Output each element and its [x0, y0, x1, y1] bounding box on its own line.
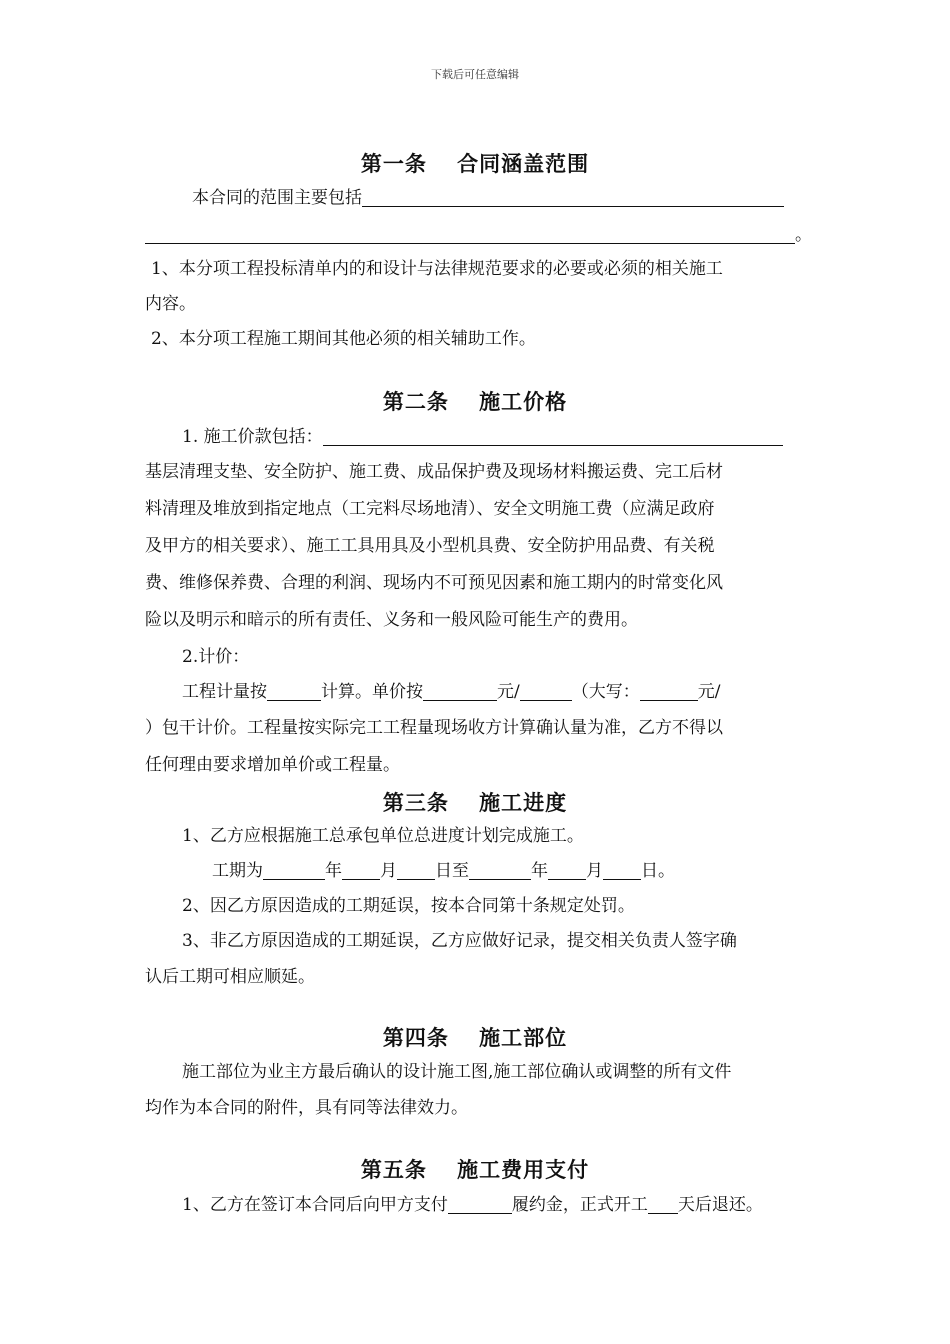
year-label-1: 年 — [325, 861, 342, 881]
price-label-line — [182, 425, 783, 449]
end-day-blank[interactable] — [603, 861, 641, 880]
scope-intro: 本合同的范围主要包括 — [192, 188, 362, 208]
calc-text-c: 元/ — [497, 682, 520, 702]
calc-line-1 — [182, 680, 720, 704]
price-label: 1. 施工价款包括： — [182, 427, 323, 447]
article1-title: 第一条 合同涵盖范围 — [360, 151, 590, 176]
article3-item3-line1: 3、非乙方原因造成的工期延误，乙方应做好记录，提交相关负责人签字确 — [182, 931, 737, 951]
start-year-blank[interactable] — [263, 861, 325, 880]
article3-title: 第三条 施工进度 — [382, 790, 568, 815]
pay-text-c: 天后退还。 — [677, 1195, 763, 1215]
article4-title: 第四条 施工部位 — [382, 1025, 568, 1050]
month-label-1: 月 — [380, 861, 397, 881]
price-detail-line-1: 基层清理支垫、安全防护、施工费、成品保护费及现场材料搬运费、完工后材 — [145, 462, 723, 482]
period-prefix: 工期为 — [212, 861, 263, 881]
calc-line-2: ）包干计价。工程量按实际完工工程量现场收方计算确认量为准，乙方不得以 — [145, 718, 723, 738]
day-to-label: 日至 — [435, 861, 469, 881]
article3-item3-line2: 认后工期可相应顺延。 — [145, 967, 315, 987]
article3-item1: 1、乙方应根据施工总承包单位总进度计划完成施工。 — [182, 826, 584, 846]
month-label-2: 月 — [586, 861, 603, 881]
article1-item1-line2: 内容。 — [145, 294, 196, 314]
article5-title: 第五条 施工费用支付 — [360, 1157, 590, 1182]
article2-title: 第二条 施工价格 — [382, 389, 568, 414]
calc-line-3: 任何理由要求增加单价或工程量。 — [145, 755, 400, 775]
refund-days-blank[interactable] — [648, 1195, 678, 1214]
header-note: 下载后可任意编辑 — [431, 68, 519, 81]
article4-line1: 施工部位为业主方最后确认的设计施工图,施工部位确认或调整的所有文件 — [182, 1062, 732, 1082]
article4-line2: 均作为本合同的附件，具有同等法律效力。 — [145, 1098, 468, 1118]
pricing-label: 2.计价： — [182, 647, 250, 667]
start-day-blank[interactable] — [397, 861, 435, 880]
article1-item1-line1: 1、本分项工程投标清单内的和设计与法律规范要求的必要或必须的相关施工 — [151, 259, 723, 279]
unit-price-blank[interactable] — [423, 682, 497, 701]
scope-period: 。 — [795, 225, 812, 245]
pay-text-b: 履约金，正式开工 — [511, 1195, 648, 1215]
article1-item2: 2、本分项工程施工期间其他必须的相关辅助工作。 — [151, 329, 536, 349]
scope-blank-line — [145, 223, 812, 247]
period-line — [212, 859, 675, 883]
uppercase-price-blank[interactable] — [640, 682, 698, 701]
calc-text-b: 计算。单价按 — [321, 682, 423, 702]
price-detail-line-2: 料清理及堆放到指定地点（工完料尽场地清）、安全文明施工费（应满足政府 — [145, 499, 715, 519]
payment-line — [182, 1193, 763, 1217]
measure-method-blank[interactable] — [267, 682, 321, 701]
price-detail-line-5: 险以及明示和暗示的所有责任、义务和一般风险可能生产的费用。 — [145, 610, 638, 630]
article3-item2: 2、因乙方原因造成的工期延误，按本合同第十条规定处罚。 — [182, 896, 635, 916]
deposit-amount-blank[interactable] — [448, 1195, 512, 1214]
day-end-label: 日。 — [641, 861, 675, 881]
end-year-blank[interactable] — [469, 861, 531, 880]
scope-intro-line — [192, 186, 784, 210]
year-label-2: 年 — [531, 861, 548, 881]
calc-text-a: 工程计量按 — [182, 682, 267, 702]
price-detail-line-3: 及甲方的相关要求）、施工工具用具及小型机具费、安全防护用品费、有关税 — [145, 536, 715, 556]
price-detail-line-4: 费、维修保养费、合理的利润、现场内不可预见因素和施工期内的时常变化风 — [145, 573, 723, 593]
unit-blank[interactable] — [520, 682, 572, 701]
pay-text-a: 1、乙方在签订本合同后向甲方支付 — [182, 1195, 448, 1215]
calc-text-d: （大写： — [571, 682, 640, 702]
scope-blank-2[interactable] — [145, 225, 795, 244]
end-month-blank[interactable] — [548, 861, 586, 880]
calc-text-e: 元/ — [697, 682, 721, 702]
start-month-blank[interactable] — [342, 861, 380, 880]
scope-blank-1[interactable] — [362, 188, 784, 207]
price-blank[interactable] — [323, 427, 783, 446]
